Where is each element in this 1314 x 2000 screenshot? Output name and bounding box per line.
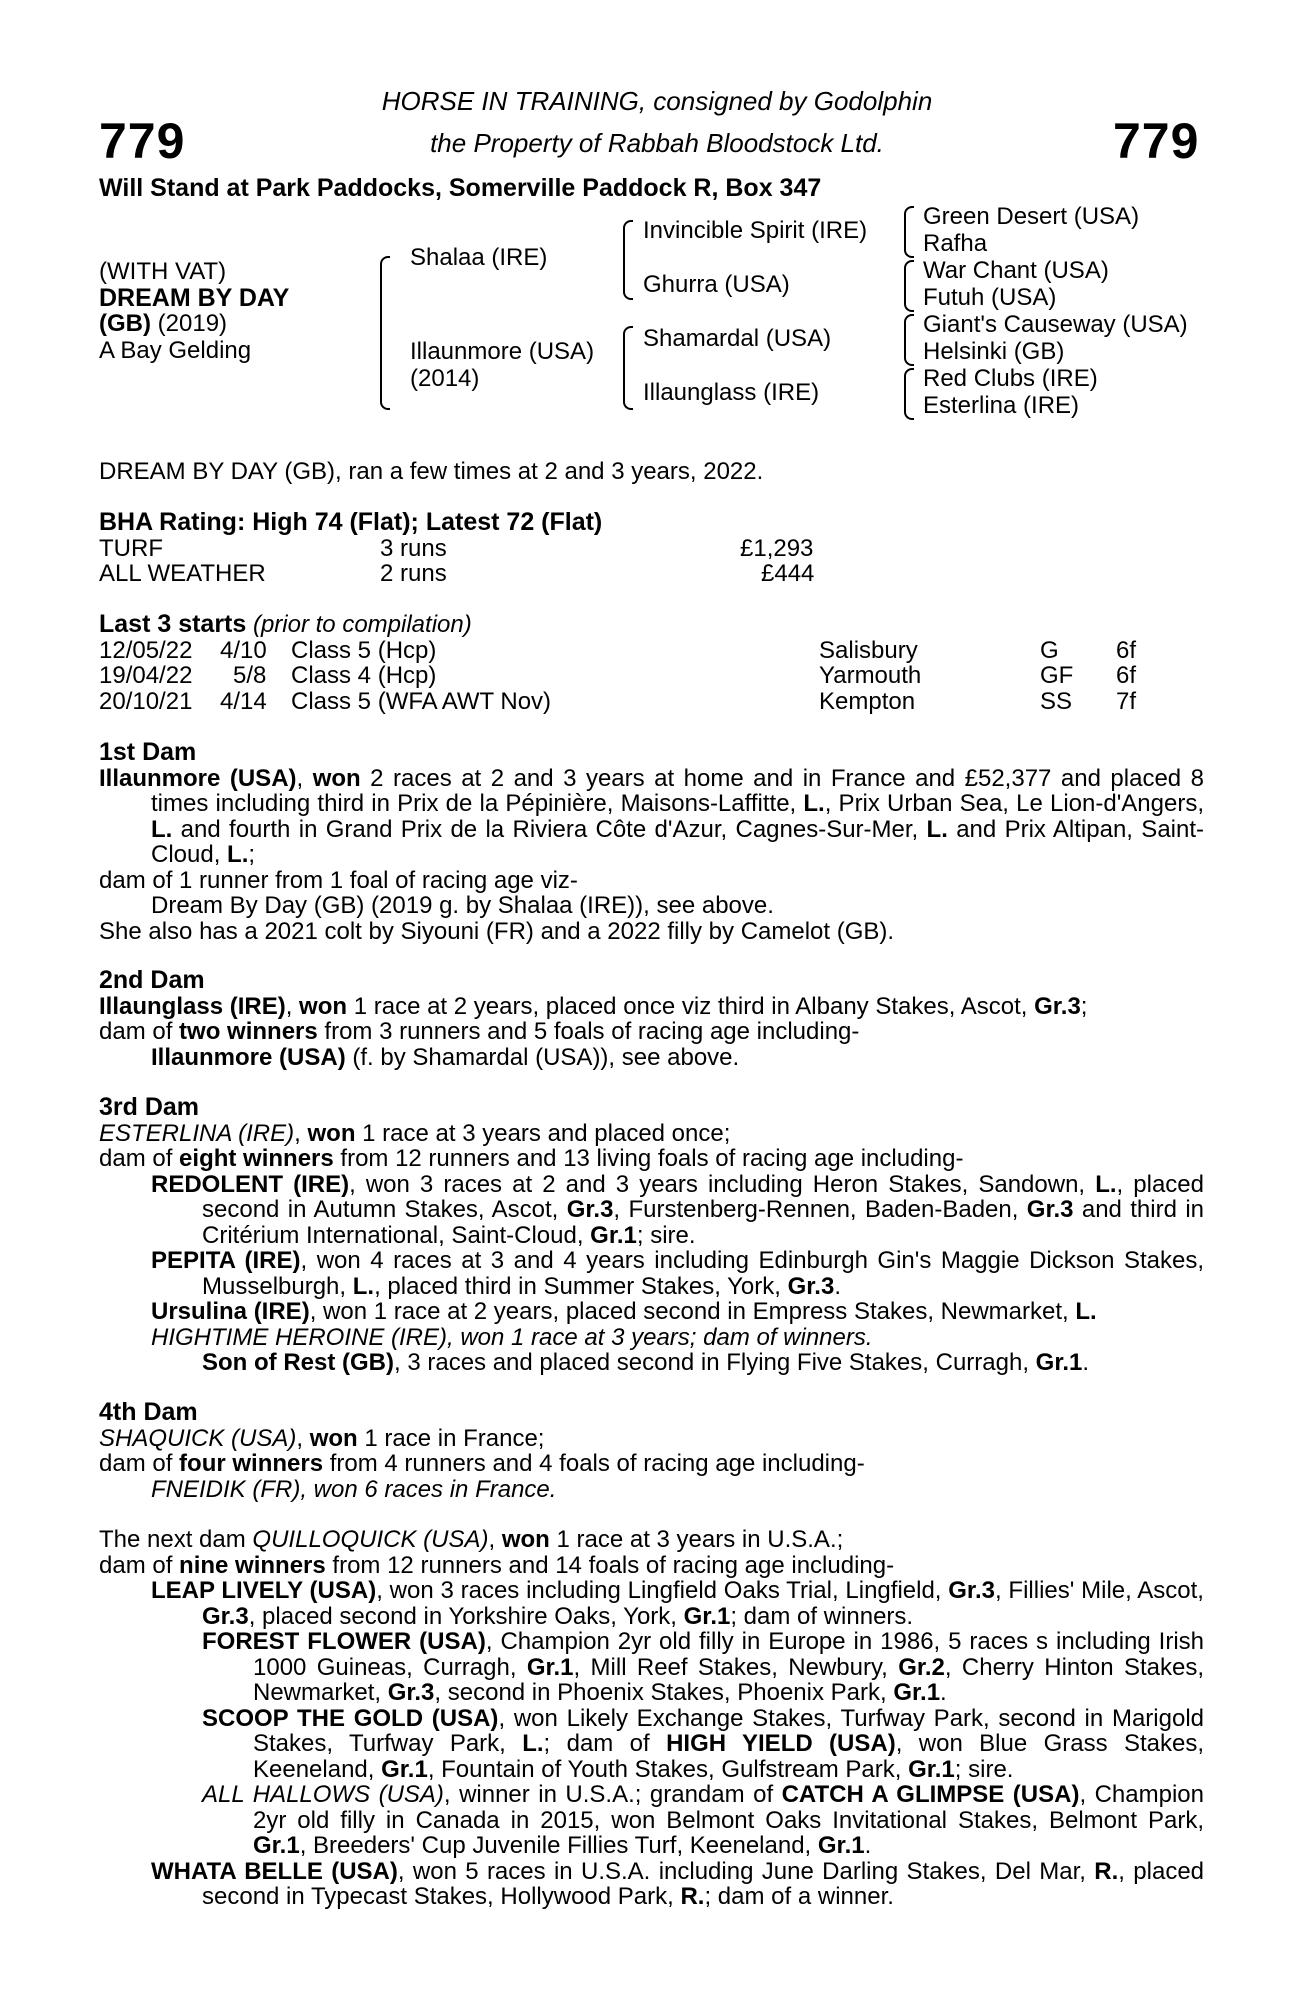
vat-label: (WITH VAT): [99, 258, 227, 285]
start-course: Salisbury: [819, 637, 918, 664]
lot-number-right: 779: [1113, 113, 1200, 169]
pedigree-brace-2a: [623, 220, 633, 300]
start-going: GF: [1040, 662, 1074, 689]
sire-dam: Ghurra (USA): [643, 271, 790, 298]
next-dam-grandchild: FOREST FLOWER (USA), Champion 2yr old filly in Europe in 1986, 5 races s including Irish 1000 Guineas, Curragh, Gr.1, Mill Reef Stakes, Newbury, Gr.2, Cherry Hinton Stakes, Newmarket, Gr.3, second in Phoenix Stakes, Phoenix Park, Gr.1.: [202, 1628, 1204, 1706]
next-dam-runner: LEAP LIVELY (USA), won 3 races including Lingfield Oaks Trial, Lingfield, Gr.3, Fillies' Mile, Ascot, Gr.3, placed second in Yorkshire Oaks, York, Gr.1; dam of winners.: [151, 1577, 1204, 1630]
horse-description: A Bay Gelding: [99, 337, 252, 364]
third-dam-runner: HIGHTIME HEROINE (IRE), won 1 race at 3 years; dam of winners.: [151, 1323, 873, 1351]
pedigree-brace-3a: [904, 206, 914, 258]
start-course: Kempton: [819, 688, 916, 715]
second-dam-foal: Illaunmore (USA) (f. by Shamardal (USA)), see above.: [151, 1043, 740, 1071]
first-dam-heading: 1st Dam: [99, 738, 197, 766]
turf-runs: 3 runs: [380, 535, 447, 562]
pedigree-brace-3c: [904, 314, 914, 366]
dam: Illaunmore (USA): [410, 338, 595, 365]
second-dam-record: Illaunglass (IRE), won 1 race at 2 years, placed once viz third in Albany Stakes, Ascot, Gr.3;: [99, 992, 1088, 1020]
start-date: 12/05/22: [99, 637, 193, 664]
bha-rating: BHA Rating: High 74 (Flat); Latest 72 (Flat): [99, 508, 603, 536]
fourth-dam-heading: 4th Dam: [99, 1398, 198, 1426]
second-dam-heading: 2nd Dam: [99, 966, 205, 994]
horse-name: DREAM BY DAY: [99, 284, 290, 312]
start-dist: 6f: [1116, 662, 1137, 689]
third-dam-heading: 3rd Dam: [99, 1093, 200, 1121]
start-date: 19/04/22: [99, 662, 193, 689]
start-dist: 7f: [1116, 688, 1137, 715]
dds: Red Clubs (IRE): [923, 365, 1098, 392]
horse-origin-year: (GB) (2019): [99, 310, 228, 337]
third-dam-runner: PEPITA (IRE), won 4 races at 3 and 4 years including Edinburgh Gin's Maggie Dickson Stakes, Musselburgh, L., placed third in Summer Stakes, York, Gr.3.: [151, 1247, 1205, 1300]
dsd: Helsinki (GB): [923, 338, 1065, 365]
start-dist: 6f: [1116, 637, 1137, 664]
turf-label: TURF: [99, 535, 163, 562]
aw-prize: £444: [761, 560, 815, 587]
start-going: SS: [1040, 688, 1073, 715]
second-dam-produce: dam of two winners from 3 runners and 5 foals of racing age including-: [99, 1018, 860, 1045]
first-dam-section: [99, 740, 1204, 944]
lot-number-left: 779: [99, 113, 186, 169]
start-pos: 4/14: [220, 688, 267, 715]
second-dam-section: [99, 968, 1204, 1070]
first-dam-record: Illaunmore (USA), won 2 races at 2 and 3 years at home and in France and £52,377 and placed 8 times including third in Prix de la Pépinière, Maisons-Laffitte, L., Prix Urban Sea, Le Lion-d'Angers, L. and fourth in Grand Prix de la Riviera Côte d'Azur, Cagnes-Sur-Mer, L. and Prix Altipan, Saint-Cloud, L.;: [99, 764, 1205, 868]
third-dam-runner: Ursulina (IRE), won 1 race at 2 years, placed second in Empress Stakes, Newmarket, L.: [151, 1298, 1097, 1325]
next-dam-grandchild: SCOOP THE GOLD (USA), won Likely Exchange Stakes, Turfway Park, second in Marigold Stakes, Turfway Park, L.; dam of HIGH YIELD (USA), won Blue Grass Stakes, Keeneland, Gr.1, Fountain of Youth Stakes, Gulfstream Park, Gr.1; sire.: [202, 1704, 1205, 1783]
last-starts-heading: Last 3 starts (prior to compilation): [99, 610, 472, 638]
fourth-dam-produce: dam of four winners from 4 runners and 4 foals of racing age including-: [99, 1450, 865, 1477]
consignor-line: HORSE IN TRAINING, consigned by Godolphin: [381, 86, 933, 116]
third-dam-runner: REDOLENT (IRE), won 3 races at 2 and 3 years including Heron Stakes, Sandown, L., placed second in Autumn Stakes, Ascot, Gr.3, Furstenberg-Rennen, Baden-Baden, Gr.3 and third in Critérium International, Saint-Cloud, Gr.1; sire.: [151, 1170, 1204, 1249]
third-dam-grandchild: Son of Rest (GB), 3 races and placed second in Flying Five Stakes, Curragh, Gr.1.: [202, 1349, 1090, 1376]
turf-prize: £1,293: [740, 535, 814, 562]
dss: Giant's Causeway (USA): [923, 311, 1188, 338]
start-date: 20/10/21: [99, 688, 193, 715]
third-dam-section: [99, 1095, 1204, 1376]
first-dam-note: She also has a 2021 colt by Siyouni (FR) and a 2022 filly by Camelot (GB).: [99, 917, 895, 945]
start-course: Yarmouth: [819, 662, 922, 689]
sds: War Chant (USA): [923, 257, 1109, 284]
pedigree-brace-2b: [623, 326, 633, 410]
next-dam-section: [99, 1527, 1204, 1910]
sdd: Futuh (USA): [923, 284, 1057, 311]
dam-sire: Shamardal (USA): [643, 325, 832, 352]
fourth-dam-section: [99, 1400, 1204, 1502]
fourth-dam-record: SHAQUICK (USA), won 1 race in France;: [99, 1424, 545, 1452]
next-dam-grandchild: ALL HALLOWS (USA), winner in U.S.A.; grandam of CATCH A GLIMPSE (USA), Champion 2yr old filly in Canada in 2015, won Belmont Oaks Invitational Stakes, Belmont Park, Gr.1, Breeders' Cup Juvenile Fillies Turf, Keeneland, Gr.1.: [202, 1781, 1204, 1859]
property-line: the Property of Rabbah Bloodstock Ltd.: [430, 128, 884, 158]
race-summary: DREAM BY DAY (GB), ran a few times at 2 and 3 years, 2022.: [99, 458, 764, 485]
next-dam-runner: WHATA BELLE (USA), won 5 races in U.S.A. including June Darling Stakes, Del Mar, R., placed second in Typecast Stakes, Hollywood Park, R.; dam of a winner.: [151, 1857, 1205, 1910]
aw-runs: 2 runs: [380, 560, 447, 587]
start-pos: 4/10: [220, 637, 267, 664]
fourth-dam-runner: FNEIDIK (FR), won 6 races in France.: [151, 1475, 557, 1503]
start-pos: 5/8: [233, 662, 267, 689]
sss: Green Desert (USA): [923, 203, 1140, 230]
sire: Shalaa (IRE): [410, 244, 548, 271]
pedigree-brace-3b: [904, 260, 914, 312]
next-dam-produce: dam of nine winners from 12 runners and 14 foals of racing age including-: [99, 1551, 895, 1579]
dam-year: (2014): [410, 365, 480, 392]
pedigree-brace-1: [380, 256, 390, 410]
stand-location: Will Stand at Park Paddocks, Somerville Paddock R, Box 347: [99, 174, 822, 202]
pedigree-brace-3d: [904, 368, 914, 420]
third-dam-record: ESTERLINA (IRE), won 1 race at 3 years and placed once;: [99, 1119, 731, 1147]
ddd: Esterlina (IRE): [923, 392, 1080, 419]
ssd: Rafha: [923, 230, 988, 257]
first-dam-produce: dam of 1 runner from 1 foal of racing age viz-: [99, 866, 578, 894]
first-dam-foal: Dream By Day (GB) (2019 g. by Shalaa (IRE)), see above.: [151, 892, 774, 919]
start-race: Class 4 (Hcp): [291, 662, 437, 689]
sire-sire: Invincible Spirit (IRE): [643, 217, 868, 244]
dam-dam: Illaunglass (IRE): [643, 379, 820, 406]
start-race: Class 5 (Hcp): [291, 637, 437, 664]
start-going: G: [1040, 637, 1059, 664]
next-dam-record: The next dam QUILLOQUICK (USA), won 1 race at 3 years in U.S.A.;: [99, 1526, 844, 1553]
start-race: Class 5 (WFA AWT Nov): [291, 688, 552, 715]
aw-label: ALL WEATHER: [99, 560, 266, 587]
third-dam-produce: dam of eight winners from 12 runners and 13 living foals of racing age including-: [99, 1145, 964, 1172]
